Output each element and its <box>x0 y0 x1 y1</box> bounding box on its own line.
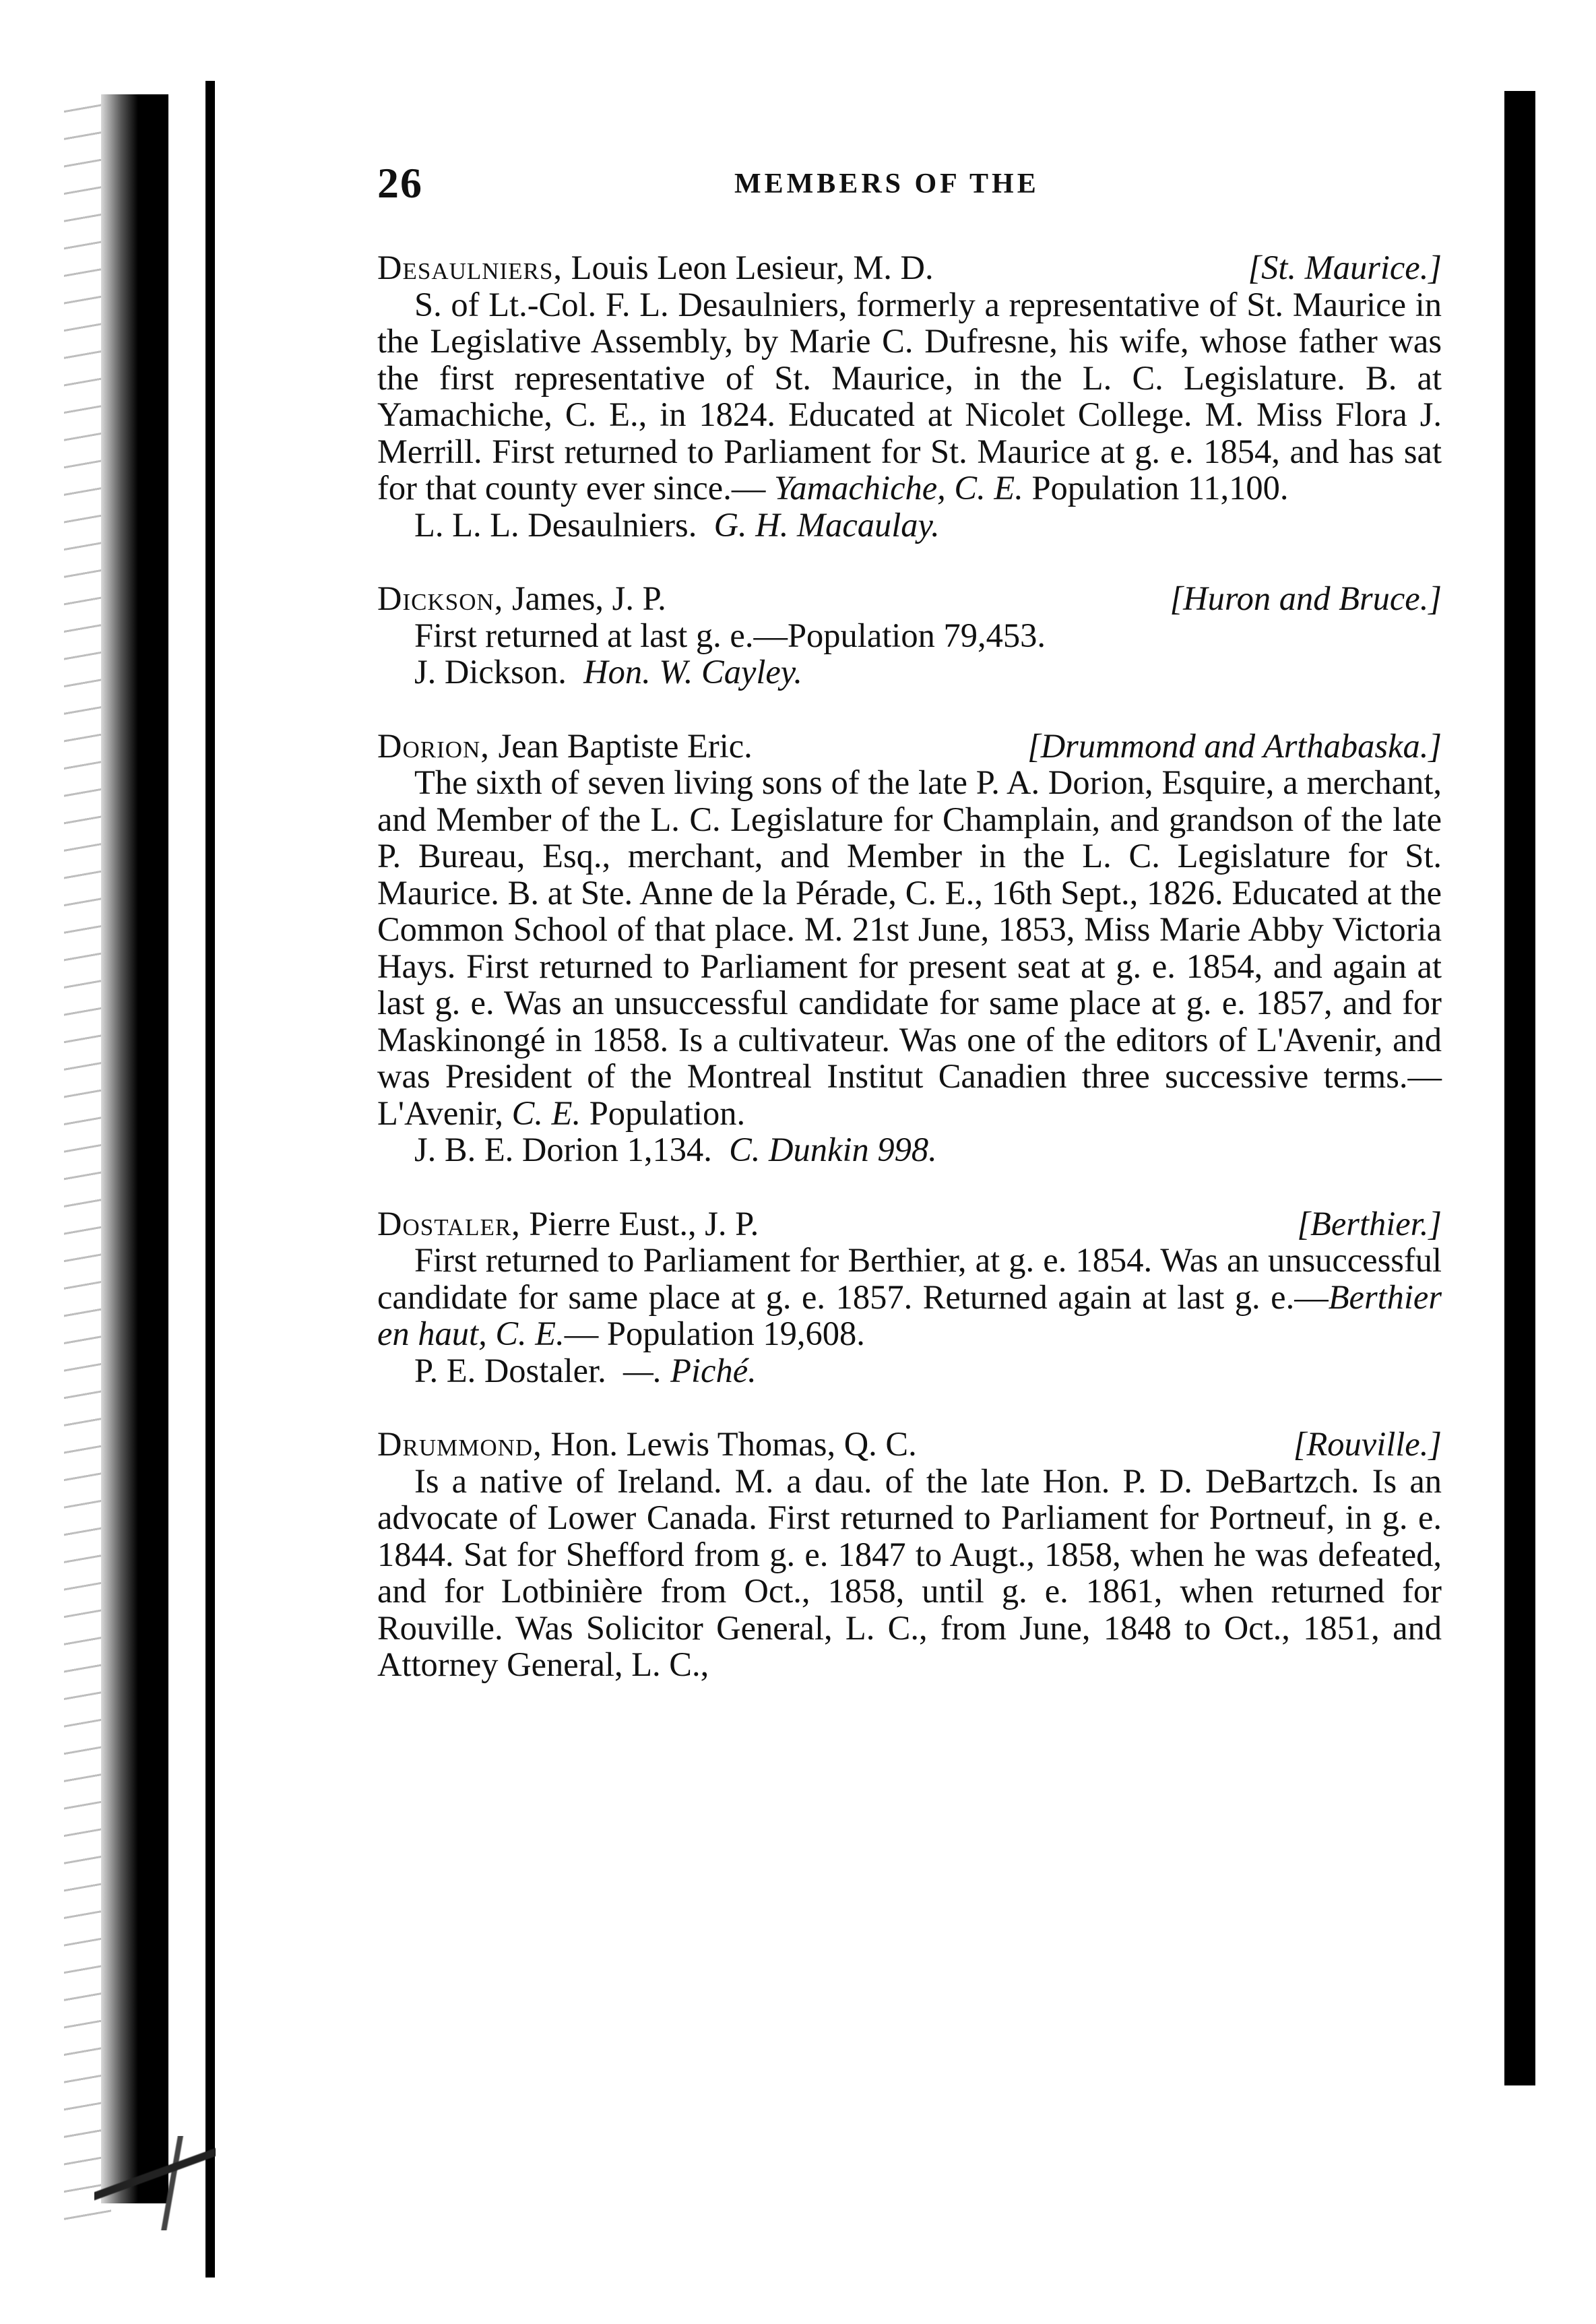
winner: J. B. E. Dorion 1,134. <box>414 1131 712 1168</box>
constituency: [Berthier.] <box>1297 1204 1442 1243</box>
member-surname: Desaulniers, <box>377 249 563 286</box>
opponent: Hon. W. Cayley. <box>583 653 803 691</box>
biography-text: The sixth of seven living sons of the late P. A. Dorion, Esquire, a merchant, and Member of the L. C. Legislature for Champlain, and grandson of the late P. Bureau, Esq., merchant, and Member in the L. C. Legislature for St. Maurice. B. at Ste. Anne de la Pérade, C. E., 16th Sept., 1826. Educated at the Common School of that place. M. 21st June, 1853, Miss Marie Abby Victoria Hays. First returned to Parliament for present seat at g. e. 1854, and again at last g. e. Was an unsuccessful candidate for same place at g. e. 1857, and for Maskinongé in 1858. Is a cultivateur. Was one of the editors of L'Avenir, and was President of the Montreal Institut Canadien three successive terms.—L'Avenir, <box>377 763 1442 1132</box>
page-body <box>377 249 1442 1683</box>
member-surname: Dorion, <box>377 726 490 765</box>
biography-text: S. of Lt.-Col. F. L. Desaulniers, formerly a representative of St. Maurice in the Legislative Assembly, by Marie C. Dufresne, his wife, whose father was the first representative of St. Maurice, in the L. C. Legislature. B. at Yamachiche, C. E., in 1824. Educated at Nicolet College. M. Miss Flora J. Merrill. First returned to Parliament for St. Maurice at g. e. 1854, and has sat for that county ever since.— <box>377 285 1442 507</box>
member-name <box>377 580 666 617</box>
member-entry-drummond <box>377 1426 1442 1683</box>
biography <box>377 1242 1442 1352</box>
member-given-name: Pierre Eust., J. P. <box>520 1204 759 1243</box>
member-surname: Drummond, <box>377 1425 542 1463</box>
biography <box>377 764 1442 1131</box>
population: Population 11,100. <box>1023 469 1289 507</box>
biography <box>377 617 1442 654</box>
place-name: C. E. <box>511 1094 581 1132</box>
entry-heading <box>377 249 1442 286</box>
member-entry-dostaler <box>377 1205 1442 1389</box>
constituency: [St. Maurice.] <box>1248 249 1442 286</box>
constituency: [Huron and Bruce.] <box>1170 579 1442 617</box>
binding-edge <box>101 94 168 2203</box>
biography-text: First returned at last g. e.—Population 79,453. <box>414 616 1046 654</box>
opponent: C. Dunkin 998. <box>729 1131 937 1168</box>
biography <box>377 286 1442 507</box>
member-surname: Dickson, <box>377 579 504 617</box>
corner-scan-mark <box>94 2136 216 2230</box>
opponent: G. H. Macaulay. <box>713 505 940 544</box>
election-result <box>377 507 1442 544</box>
member-name <box>377 1426 917 1463</box>
biography <box>377 1463 1442 1683</box>
page-header <box>377 158 1469 212</box>
member-name <box>377 249 934 286</box>
inner-margin-rule <box>205 81 215 2278</box>
member-surname: Dostaler, <box>377 1204 521 1243</box>
place-name: Berthier en haut, C. E. <box>377 1278 1442 1352</box>
constituency: [Rouville.] <box>1293 1425 1442 1463</box>
page-number: 26 <box>377 159 423 207</box>
biography-text: First returned to Parliament for Berthier, at g. e. 1854. Was an unsuccessful candidate for same place at g. e. 1857. Returned again at last g. e.— <box>377 1241 1442 1316</box>
member-given-name: Hon. Lewis Thomas, Q. C. <box>542 1425 917 1463</box>
member-entry-dickson <box>377 580 1442 691</box>
entry-heading <box>377 580 1442 617</box>
election-result <box>377 1131 1442 1168</box>
member-entry-desaulniers <box>377 249 1442 543</box>
population: Population. <box>581 1094 746 1132</box>
member-given-name: James, J. P. <box>503 579 666 617</box>
place-name: Yamachiche, C. E. <box>773 469 1023 507</box>
winner: P. E. Dostaler. <box>414 1351 606 1389</box>
right-edge-bar <box>1504 91 1535 2085</box>
member-given-name: Jean Baptiste Eric. <box>489 726 753 765</box>
election-result <box>377 1352 1442 1389</box>
member-given-name: Louis Leon Lesieur, M. D. <box>563 249 934 286</box>
biography-text: Is a native of Ireland. M. a dau. of the late Hon. P. D. DeBartzch. Is an advocate of Lower Canada. First returned to Parliament for Portneuf, in g. e. 1844. Sat for Shefford from g. e. 1847 to Augt., 1858, when he was defeated, and for Lotbinière from Oct., 1858, until g. e. 1861, when returned for Rouville. Was Solicitor General, L. C., from June, 1848 to Oct., 1851, and Attorney General, L. C., <box>377 1462 1442 1683</box>
member-name <box>377 728 753 765</box>
member-entry-dorion <box>377 728 1442 1168</box>
winner: J. Dickson. <box>414 653 567 691</box>
entry-heading <box>377 1426 1442 1463</box>
entry-heading <box>377 1205 1442 1243</box>
election-result <box>377 654 1442 691</box>
winner: L. L. L. Desaulniers. <box>414 505 697 544</box>
entry-heading <box>377 728 1442 765</box>
running-head: MEMBERS OF THE <box>734 168 1040 199</box>
member-name <box>377 1205 759 1243</box>
constituency: [Drummond and Arthabaska.] <box>1027 726 1442 765</box>
population: — Population 19,608. <box>564 1315 865 1352</box>
opponent: —. Piché. <box>623 1351 757 1389</box>
